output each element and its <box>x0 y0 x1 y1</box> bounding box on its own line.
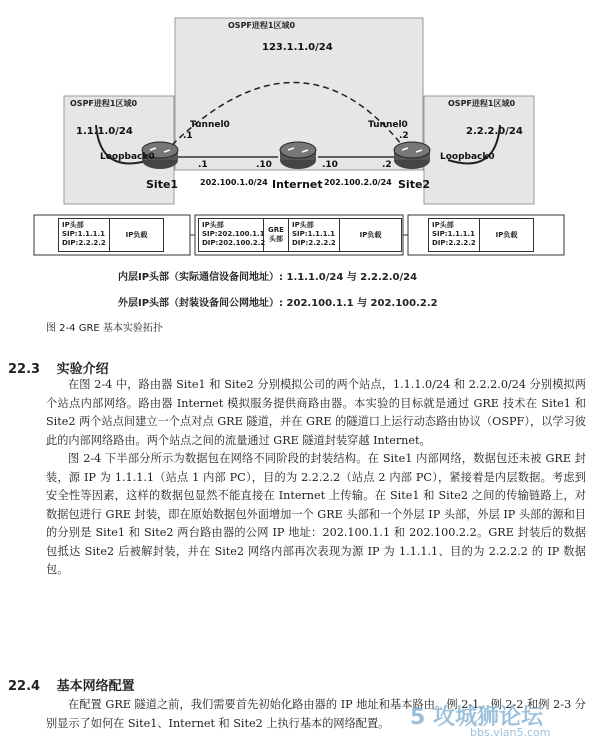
paragraph: 图 2-4 下半部分所示为数据包在网络不同阶段的封装结构。在 Site1 内部网络，数据包还未被 GRE 封装，源 IP 为 1.1.1.1（站点 1 内部 PC），目的为 2.2.2.2（站点 2 内部 PC），紧接着是内层数据。考虑到安全性等因素，这样的数据包显然不能直接在 Internet 上传输。在 Site1 和 Site2 之间的传输链路上，对数据包进行 GRE 封装，即在原始数据包外面增加一个 GRE 头部和一个外层 IP 头部，外层 IP 头部的源和目的分别是 Site1 和 Site2 两台路由器的公网 IP 地址：202.100.1.1 和 202.100.2.2。GRE 封装后的数据包抵达 Site2 后被解封装，并在 Site2 网络内部再次表现为源 IP 为 1.1.1.1、目的为 2.2.2.2 的 IP 数据包。 <box>46 452 586 576</box>
tunnel-ip-label: .2 <box>399 131 409 141</box>
watermark-logo: 5 攻城狮论坛 <box>410 705 543 730</box>
dest-ip: DIP:2.2.2.2 <box>62 239 106 247</box>
interface-ip-label: .2 <box>382 160 392 170</box>
tunnel-ip-label: .1 <box>183 131 193 141</box>
internet-label: Internet <box>272 178 323 191</box>
paragraph: 在图 2-4 中，路由器 Site1 和 Site2 分别模拟公司的两个站点，1.1.1.0/24 和 2.2.2.0/24 分别模拟两个站点内部网络。路由器 Internet 模拟服务提供商路由器。本实验的目标就是通过 GRE 技术在 Site1 和 Site2 两个站点间建立一个点对点 GRE 隧道，并在 GRE 的隧道口上运行动态路由协议（OSPF），以学习彼此的内部网络路由。两个站点之间的流量通过 GRE 隧道封装穿越 Internet。 <box>46 378 586 447</box>
source-ip: SIP:1.1.1.1 <box>432 230 476 238</box>
ospf-area-label: OSPF进程1区域0 <box>70 99 138 108</box>
payload-label: IP负载 <box>495 230 518 239</box>
ospf-area-label: OSPF进程1区域0 <box>228 21 296 30</box>
router-icon <box>280 142 316 169</box>
interface-ip-label: .1 <box>198 160 208 170</box>
loopback-label: Loopback0 <box>100 152 155 162</box>
outer-header-note: 外层IP头部（封装设备间公网地址）: 202.100.1.1 与 202.100.2.2 <box>118 298 438 309</box>
loopback-label: Loopback0 <box>440 152 495 162</box>
section-number: 22.4 <box>8 679 41 694</box>
router-icon <box>394 142 430 169</box>
payload-label: IP负载 <box>359 230 382 239</box>
packet-structure <box>58 218 164 252</box>
site1-lan-label: 1.1.1.0/24 <box>76 126 133 137</box>
section-heading <box>8 358 109 377</box>
outer-ip-header-label: IP头部 <box>202 221 224 229</box>
site1-label: Site1 <box>146 178 179 191</box>
tunnel-interface-label: Tunnel0 <box>190 120 230 130</box>
source-ip: SIP:1.1.1.1 <box>62 230 106 238</box>
ospf-area-label: OSPF进程1区域0 <box>448 99 516 108</box>
section-heading <box>8 675 135 694</box>
network-label: 202.100.1.0/24 <box>200 178 268 187</box>
section-title: 基本网络配置 <box>56 679 135 694</box>
gre-header-label: GRE <box>268 226 284 234</box>
ip-header-label: IP头部 <box>62 221 84 229</box>
inner-source-ip: SIP:1.1.1.1 <box>292 230 336 238</box>
gre-header-label: 头部 <box>269 235 283 243</box>
site2-label: Site2 <box>398 178 431 191</box>
interface-ip-label: .10 <box>322 160 338 170</box>
topology-figure <box>0 0 598 309</box>
interface-ip-label: .10 <box>256 160 272 170</box>
outer-dest-ip: DIP:202.100.2.2 <box>202 239 266 247</box>
watermark-url: bbs.vlan5.com <box>470 726 551 739</box>
section-body <box>46 376 586 580</box>
paragraph: 在配置 GRE 隧道之前，我们需要首先初始化路由器的 IP 地址和基本路由。例 2-1、例 2-2 和例 2-3 分别显示了如何在 Site1、Internet 和 Site2 上执行基本的网络配置。 <box>46 698 586 730</box>
section-number: 22.3 <box>8 362 41 377</box>
figure-caption: 图 2-4 GRE 基本实验拓扑 <box>46 323 163 334</box>
tunnel-network-label: 123.1.1.0/24 <box>262 42 333 53</box>
inner-dest-ip: DIP:2.2.2.2 <box>292 239 336 247</box>
section-title: 实验介绍 <box>56 362 109 377</box>
site2-lan-label: 2.2.2.0/24 <box>466 126 523 137</box>
payload-label: IP负载 <box>125 230 148 239</box>
dest-ip: DIP:2.2.2.2 <box>432 239 476 247</box>
tunnel-interface-label: Tunnel0 <box>368 120 408 130</box>
network-label: 202.100.2.0/24 <box>324 178 392 187</box>
ip-header-label: IP头部 <box>432 221 454 229</box>
outer-source-ip: SIP:202.100.1.1 <box>202 230 265 238</box>
inner-ip-header-label: IP头部 <box>292 221 314 229</box>
packet-structure <box>428 218 534 252</box>
inner-header-note: 内层IP头部（实际通信设备间地址）: 1.1.1.0/24 与 2.2.2.0/24 <box>118 272 418 283</box>
gre-packet-structure <box>198 218 402 252</box>
